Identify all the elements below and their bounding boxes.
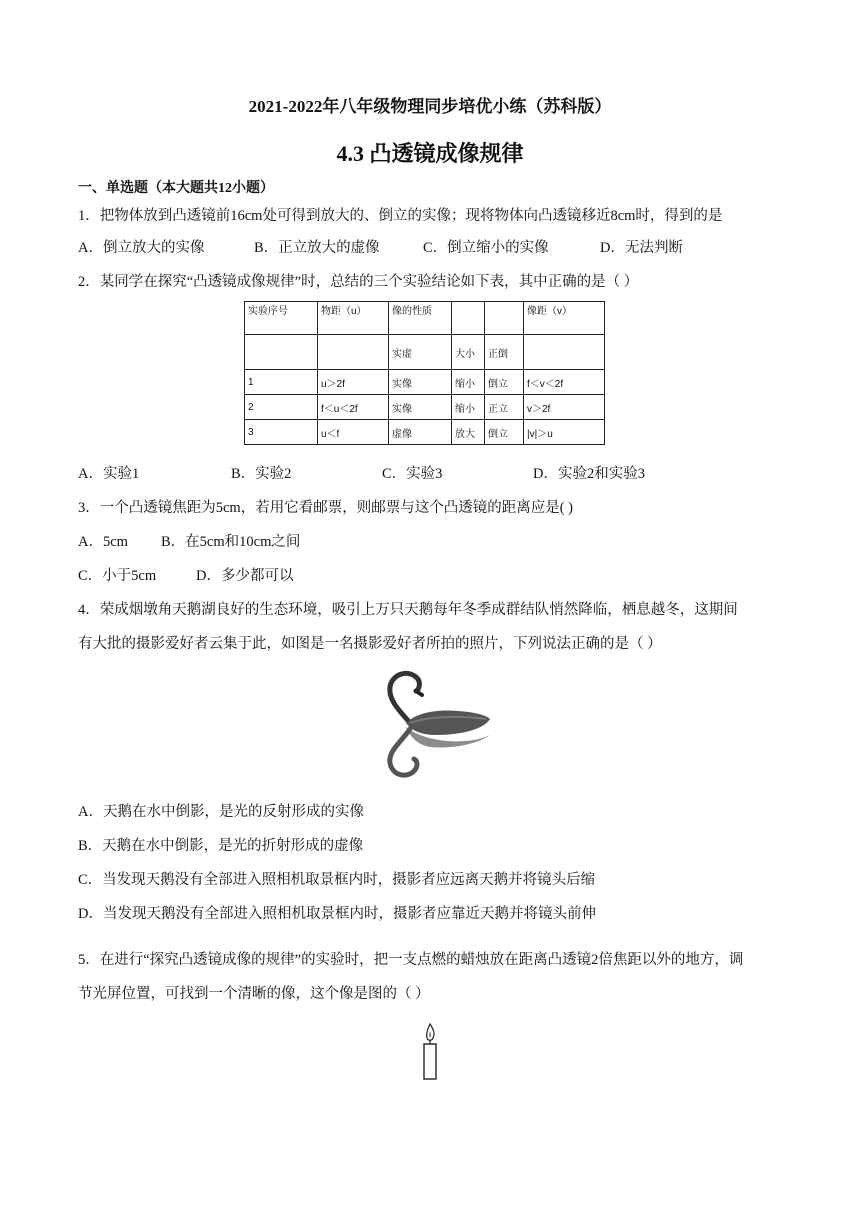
table-cell: 1 (245, 370, 318, 395)
table-header-cell: 像距（v） (524, 302, 605, 335)
question-2-option-a: A．实验1 (78, 466, 140, 482)
table-subheader-cell: 实虚 (389, 335, 452, 370)
table-header-row (245, 302, 605, 335)
table-subheader-cell (245, 335, 318, 370)
question-3-stem: 3．一个凸透镜焦距为5cm，若用它看邮票，则邮票与这个凸透镜的距离应是( ) (78, 500, 573, 516)
question-4-stem-line1: 4．荣成烟墩角天鹅湖良好的生态环境，吸引上万只天鹅每年冬季成群结队悄然降临，栖息越冬，这期间 (78, 602, 738, 618)
table-cell: f＜u＜2f (318, 395, 389, 420)
table-row (245, 395, 605, 420)
table-header-cell: 实验序号 (245, 302, 318, 335)
table-subheader-row (245, 335, 605, 370)
question-2-option-d: D．实验2和实验3 (533, 466, 645, 482)
document-title: 2021-2022年八年级物理同步培优小练（苏科版） (248, 97, 612, 116)
question-4-option-a: A．天鹅在水中倒影，是光的反射形成的实像 (78, 804, 364, 820)
question-4-option-c: C．当发现天鹅没有全部进入照相机取景框内时，摄影者应远离天鹅并将镜头后缩 (78, 872, 596, 888)
table-cell: 虚像 (389, 420, 452, 445)
table-cell: 缩小 (452, 395, 485, 420)
lesson-title: 4.3 凸透镜成像规律 (336, 141, 524, 166)
table-cell: 放大 (452, 420, 485, 445)
table-row (245, 370, 605, 395)
table-cell: f＜v＜2f (524, 370, 605, 395)
question-2-stem: 2．某同学在探究“凸透镜成像规律”时，总结的三个实验结论如下表，其中正确的是（ ） (78, 274, 639, 290)
table-cell: 实像 (389, 370, 452, 395)
table-subheader-cell (318, 335, 389, 370)
question-4-stem-line2: 有大批的摄影爱好者云集于此，如图是一名摄影爱好者所拍的照片，下列说法正确的是（ ） (78, 636, 662, 652)
table-row (245, 420, 605, 445)
candle-image (418, 1022, 444, 1082)
question-2-option-b: B．实验2 (231, 466, 292, 482)
table-cell: |v|＞u (524, 420, 605, 445)
table-subheader-cell: 正倒 (485, 335, 524, 370)
table-header-cell: 像的性质 (389, 302, 452, 335)
question-3-option-b: B．在5cm和10cm之间 (161, 534, 301, 550)
table-cell: 倒立 (485, 420, 524, 445)
question-1-stem: 1．把物体放到凸透镜前16cm处可得到放大的、倒立的实像；现将物体向凸透镜移近8cm时，得到的是 (78, 208, 723, 224)
question-3-option-d: D．多少都可以 (196, 568, 294, 584)
table-cell: 2 (245, 395, 318, 420)
question-1-option-c: C．倒立缩小的实像 (423, 240, 549, 256)
question-5-stem-line2: 节光屏位置，可找到一个清晰的像，这个像是图的（ ） (78, 986, 430, 1002)
table-header-cell (452, 302, 485, 335)
table-cell: u＞2f (318, 370, 389, 395)
table-cell: 3 (245, 420, 318, 445)
table-subheader-cell (524, 335, 605, 370)
table-cell: v＞2f (524, 395, 605, 420)
question-1-option-a: A．倒立放大的实像 (78, 240, 205, 256)
question-5-stem-line1: 5．在进行“探究凸透镜成像的规律”的实验时，把一支点燃的蜡烛放在距离凸透镜2倍焦距以外的地方，调 (78, 952, 744, 968)
table-cell: 缩小 (452, 370, 485, 395)
table-cell: u＜f (318, 420, 389, 445)
table-cell: 正立 (485, 395, 524, 420)
table-cell: 实像 (389, 395, 452, 420)
question-2-option-c: C．实验3 (382, 466, 443, 482)
question-1-option-b: B．正立放大的虚像 (254, 240, 380, 256)
table-header-cell: 物距（u） (318, 302, 389, 335)
table-header-cell (485, 302, 524, 335)
section-heading: 一、单选题（本大题共12小题） (78, 181, 274, 196)
question-3-option-c: C．小于5cm (78, 568, 157, 584)
experiment-table (244, 301, 605, 445)
question-4-option-b: B．天鹅在水中倒影，是光的折射形成的虚像 (78, 838, 364, 854)
question-3-option-a: A．5cm (78, 534, 128, 550)
question-1-option-d: D．无法判断 (600, 240, 683, 256)
swan-photo-image (366, 665, 494, 783)
table-subheader-cell: 大小 (452, 335, 485, 370)
question-4-option-d: D．当发现天鹅没有全部进入照相机取景框内时，摄影者应靠近天鹅并将镜头前伸 (78, 906, 596, 922)
table-cell: 倒立 (485, 370, 524, 395)
